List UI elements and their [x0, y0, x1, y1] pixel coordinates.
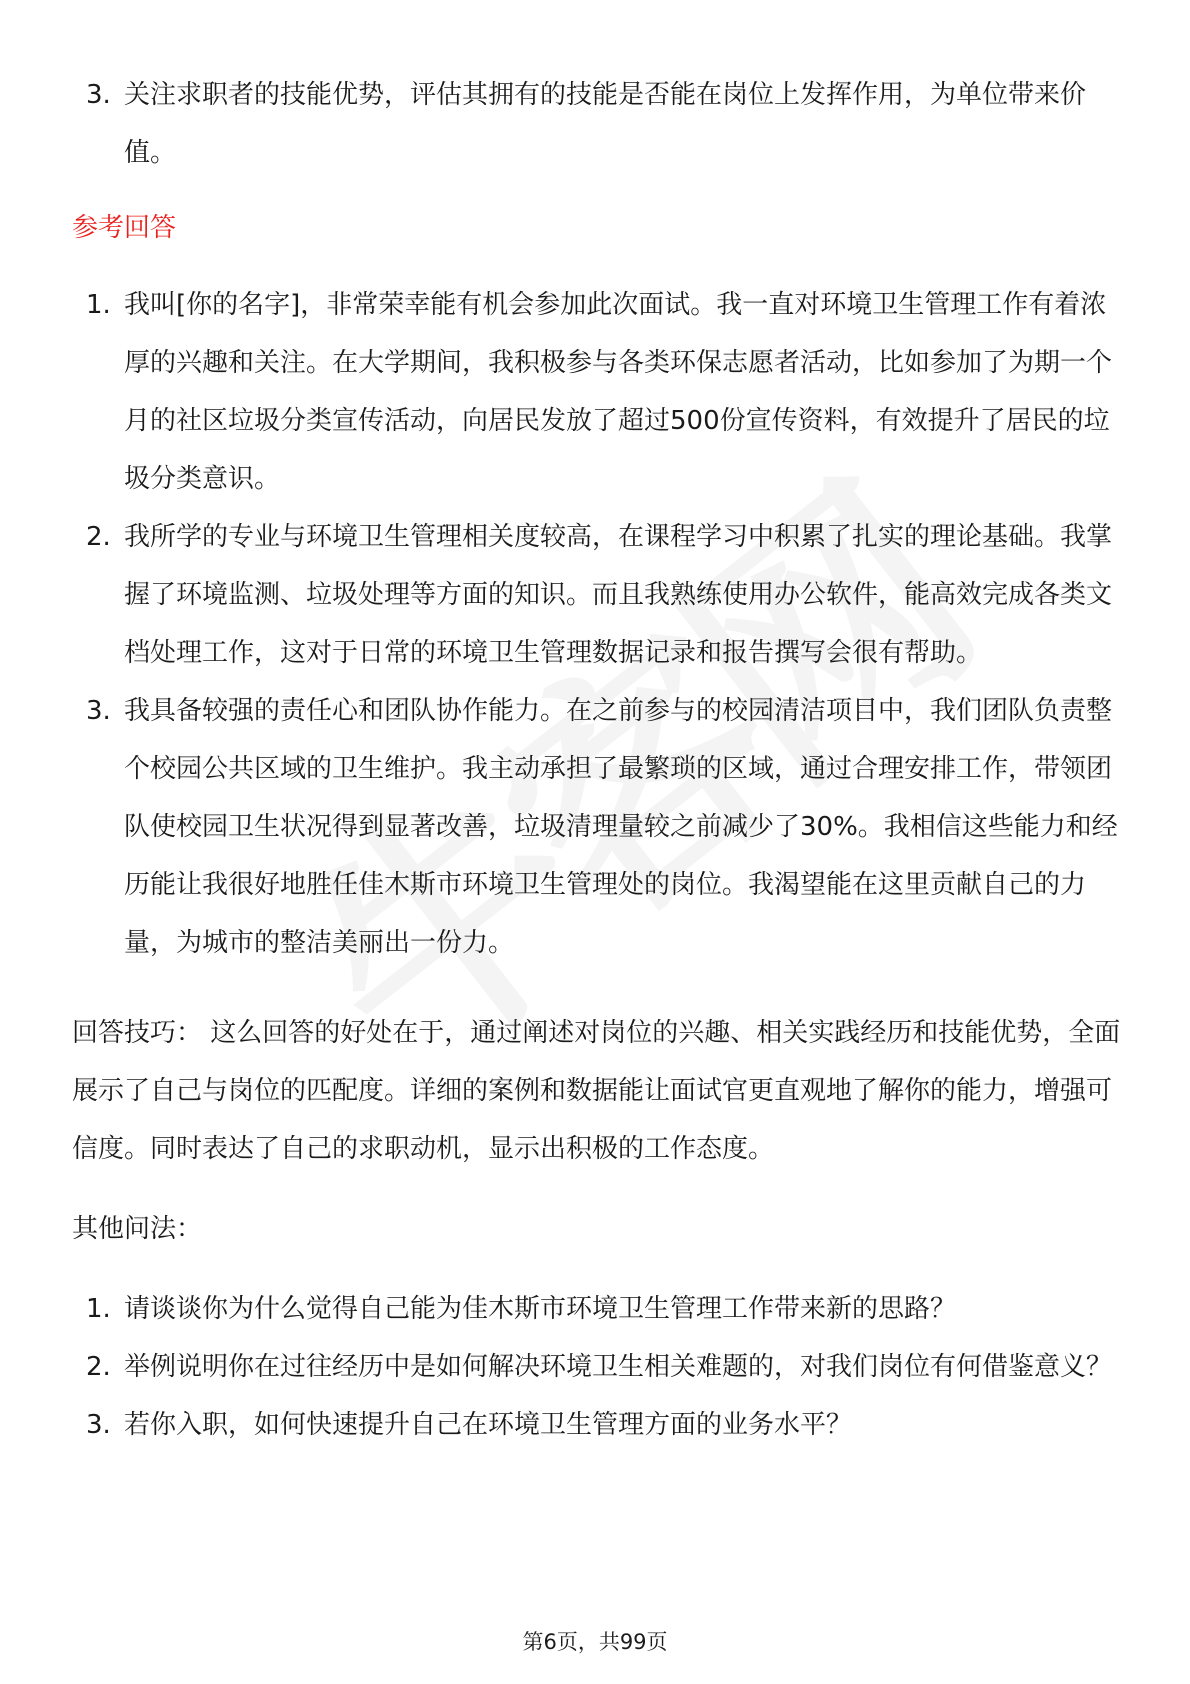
list-item — [72, 66, 1122, 182]
answer-heading: 参考回答 — [72, 213, 177, 243]
list-item — [72, 508, 1122, 682]
list-item — [72, 1280, 1122, 1338]
list-item — [72, 1396, 1122, 1454]
list-text: 我具备较强的责任心和团队协作能力。在之前参与的校园清洁项目中，我们团队负责整个校园公共区域的卫生维护。我主动承担了最繁琐的区域，通过合理安排工作，带领团队使校园卫生状况得到显著改善，垃圾清理量较之前减少了30%。我相信这些能力和经历能让我很好地胜任佳木斯市环境卫生管理处的岗位。我渴望能在这里贡献自己的力量，为城市的整洁美丽出一份力。 — [124, 696, 1118, 958]
list-text: 举例说明你在过往经历中是如何解决环境卫生相关难题的，对我们岗位有何借鉴意义？ — [124, 1352, 1113, 1382]
list-number: 3. — [86, 80, 111, 110]
list-number: 3. — [86, 696, 111, 726]
list-item — [72, 276, 1122, 508]
list-text: 关注求职者的技能优势，评估其拥有的技能是否能在岗位上发挥作用，为单位带来价值。 — [124, 80, 1087, 168]
list-number: 2. — [86, 1352, 111, 1382]
list-number: 3. — [86, 1410, 111, 1440]
list-number: 1. — [86, 1294, 111, 1324]
page-content — [72, 66, 1122, 1454]
list-text: 我叫[你的名字]，非常荣幸能有机会参加此次面试。我一直对环境卫生管理工作有着浓厚的兴趣和关注。在大学期间，我积极参与各类环保志愿者活动，比如参加了为期一个月的社区垃圾分类宣传活动，向居民发放了超过500份宣传资料，有效提升了居民的垃圾分类意识。 — [124, 290, 1113, 494]
intro-list — [72, 66, 1122, 182]
list-number: 2. — [86, 522, 111, 552]
list-text: 我所学的专业与环境卫生管理相关度较高，在课程学习中积累了扎实的理论基础。我掌握了环境监测、垃圾处理等方面的知识。而且我熟练使用办公软件，能高效完成各类文档处理工作，这对于日常的环境卫生管理数据记录和报告撰写会很有帮助。 — [124, 522, 1113, 668]
other-questions-list — [72, 1280, 1122, 1454]
list-text: 请谈谈你为什么觉得自己能为佳木斯市环境卫生管理工作带来新的思路？ — [124, 1294, 957, 1324]
list-item — [72, 1338, 1122, 1396]
answer-list — [72, 276, 1122, 972]
list-item — [72, 682, 1122, 972]
answer-tips: 回答技巧： 这么回答的好处在于，通过阐述对岗位的兴趣、相关实践经历和技能优势，全面展示了自己与岗位的匹配度。详细的案例和数据能让面试官更直观地了解你的能力，增强可信度。同时表达了自己的求职动机，显示出积极的工作态度。 — [72, 1018, 1121, 1164]
page-number: 第6页，共99页 — [522, 1630, 668, 1654]
list-number: 1. — [86, 290, 111, 320]
list-text: 若你入职，如何快速提升自己在环境卫生管理方面的业务水平？ — [124, 1410, 853, 1440]
other-questions-heading: 其他问法： — [72, 1214, 203, 1244]
